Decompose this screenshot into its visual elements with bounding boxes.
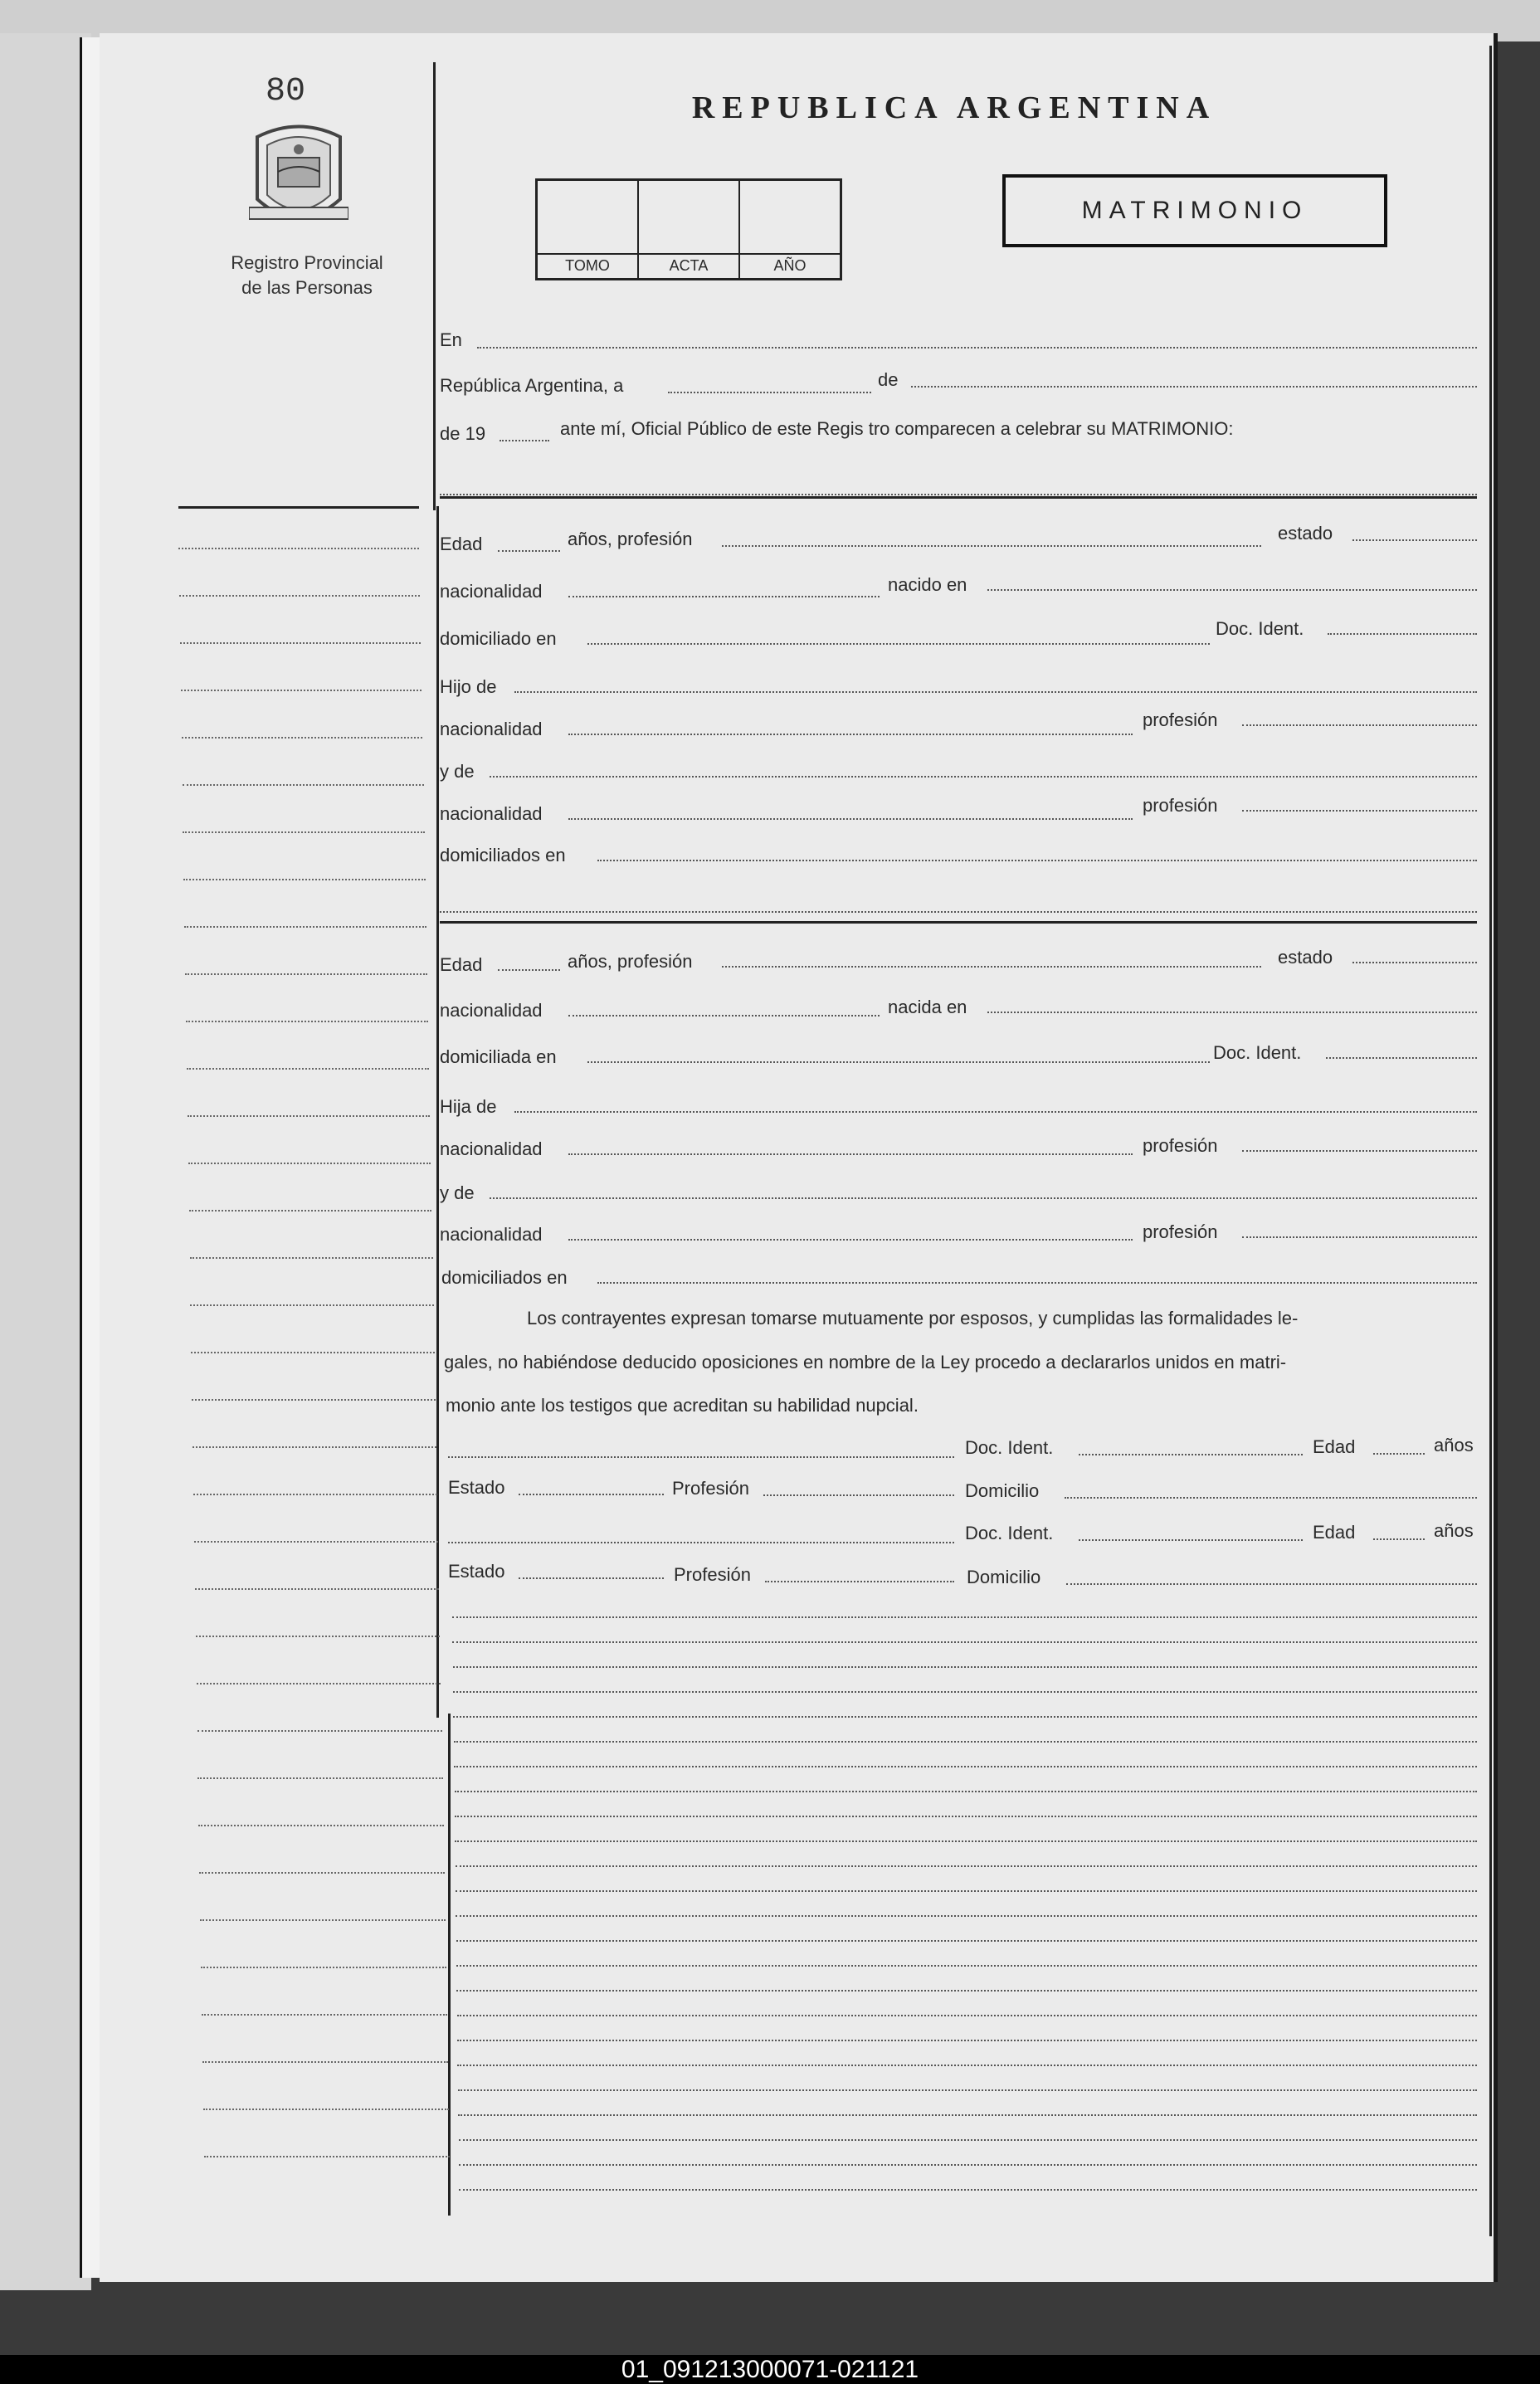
witness1-field-profesion[interactable] [763,1494,954,1496]
groom-label-profesion: años, profesión [568,529,693,549]
note-line[interactable] [457,2015,1477,2016]
groom-field-nacionalidad2[interactable] [568,734,1133,735]
groom-label-y-de: y de [440,761,475,782]
margin-note-line[interactable] [179,595,420,597]
acta-label: ACTA [669,257,709,274]
note-line[interactable] [459,2189,1477,2191]
note-line[interactable] [458,2114,1477,2116]
bride-field-nacionalidad[interactable] [568,1015,880,1016]
witness2-field-domicilio[interactable] [1066,1583,1477,1585]
note-line[interactable] [452,1616,1477,1618]
note-line[interactable] [456,1915,1477,1917]
margin-note-line[interactable] [190,1304,433,1306]
groom-field-profesion2[interactable] [1242,724,1477,726]
label-republica: República Argentina, a [440,375,624,396]
note-line[interactable] [453,1716,1477,1718]
witness1-label-profesion: Profesión [672,1478,749,1499]
margin-note-line[interactable] [181,690,422,691]
margin-note-line[interactable] [202,2014,447,2016]
margin-note-line[interactable] [191,1352,434,1353]
groom-label-profesion2: profesión [1143,709,1218,730]
margin-note-line[interactable] [183,879,425,880]
registry-name [183,251,431,300]
groom-label-edad: Edad [440,534,483,554]
section-separator [440,921,1477,924]
margin-note-line[interactable] [203,2109,450,2110]
margin-note-line[interactable] [196,1636,441,1637]
tomo-acta-ano-box [535,178,842,280]
note-line[interactable] [456,1940,1477,1942]
margin-note-line[interactable] [183,831,424,833]
declaration-line-1: Los contrayentes expresan tomarse mutuamente por esposos, y cumplidas las formalidades le- [527,1308,1299,1329]
bride-label-y-de: y de [440,1182,475,1203]
bride-field-profesion[interactable] [722,966,1261,968]
vertical-divider [433,62,436,510]
bride-label-hija-de: Hija de [440,1096,497,1117]
groom-label-nacionalidad2: nacionalidad [440,719,543,739]
declaration-line-2: gales, no habiéndose deducido oposiciones en nombre de la Ley procedo a declararlos unidos en matri- [444,1352,1287,1372]
margin-note-line[interactable] [195,1588,439,1590]
margin-note-line[interactable] [192,1446,436,1448]
left-separator [178,506,419,509]
note-line[interactable] [453,1666,1477,1668]
groom-field-nacionalidad3[interactable] [568,818,1133,820]
note-line[interactable] [455,1816,1477,1817]
margin-note-line[interactable] [185,973,427,975]
note-line[interactable] [459,2164,1477,2166]
bride-field-nacionalidad3[interactable] [568,1239,1133,1241]
bride-label-profesion3: profesión [1143,1221,1218,1242]
margin-note-line[interactable] [197,1683,441,1684]
note-line[interactable] [458,2089,1477,2091]
groom-field-profesion[interactable] [722,545,1261,547]
bride-label-profesion: años, profesión [568,951,693,972]
witness2-field-edad[interactable] [1373,1538,1425,1540]
right-border [1489,46,1492,2236]
groom-field-nacionalidad[interactable] [568,596,880,597]
bride-field-doc[interactable] [1326,1057,1477,1059]
note-line[interactable] [454,1741,1477,1743]
label-ante: ante mí, Oficial Público de este Regis tro comparecen a celebrar su MATRIMONIO: [560,418,1234,439]
margin-note-line[interactable] [188,1115,430,1117]
bride-field-hija-de[interactable] [514,1111,1477,1113]
witness1-label-anos: años [1434,1435,1474,1455]
witness1-field-edad[interactable] [1373,1453,1425,1455]
witness2-field-doc[interactable] [1079,1539,1303,1541]
bride-field-estado[interactable] [1352,962,1477,963]
groom-label-nacionalidad3: nacionalidad [440,803,543,824]
margin-note-line[interactable] [182,737,423,739]
margin-note-line[interactable] [197,1777,442,1779]
footer-code: 01_091213000071-021121 [621,2356,919,2383]
bride-label-doc: Doc. Ident. [1213,1042,1302,1063]
note-line[interactable] [455,1791,1477,1792]
groom-field-hijo-de[interactable] [514,691,1477,693]
margin-note-line[interactable] [189,1210,432,1212]
margin-note-line[interactable] [194,1541,438,1543]
witness1-field-domicilio[interactable] [1065,1497,1477,1499]
witness1-label-estado: Estado [448,1477,505,1498]
declaration-line-3: monio ante los testigos que acreditan su habilidad nupcial. [446,1395,919,1416]
witness2-field-name[interactable] [448,1542,954,1543]
groom-label-domiciliados: domiciliados en [440,845,566,865]
bride-label-domiciliados: domiciliados en [441,1267,568,1288]
note-line[interactable] [456,1865,1477,1867]
margin-note-line[interactable] [204,2156,451,2157]
bride-field-edad[interactable] [498,969,560,971]
groom-field-nacido-en[interactable] [987,589,1477,591]
registry-line2: de las Personas [241,277,373,298]
margin-note-line[interactable] [192,1399,436,1401]
field-month[interactable] [911,386,1477,388]
field-day[interactable] [668,392,871,393]
bride-field-y-de[interactable] [490,1197,1477,1199]
margin-note-line[interactable] [183,784,424,786]
witness1-label-edad: Edad [1313,1436,1356,1457]
bride-label-nacionalidad: nacionalidad [440,1000,543,1021]
groom-field-extra[interactable] [440,911,1477,913]
bride-field-nacida-en[interactable] [987,1012,1477,1013]
witness2-label-domicilio: Domicilio [967,1567,1041,1587]
groom-field-profesion3[interactable] [1242,810,1477,812]
groom-field-estado[interactable] [1352,539,1477,541]
label-de19: de 19 [440,423,486,444]
margin-note-line[interactable] [190,1257,433,1259]
groom-label-hijo-de: Hijo de [440,676,497,697]
bride-label-nacida-en: nacida en [888,997,967,1017]
witness1-field-doc[interactable] [1079,1454,1303,1455]
ano-label: AÑO [773,257,807,274]
document-title: REPUBLICA ARGENTINA [691,90,1217,125]
vertical-divider [448,1714,451,2216]
margin-note-line[interactable] [180,642,421,644]
note-line[interactable] [452,1641,1477,1643]
margin-note-line[interactable] [200,1919,446,1921]
witness1-field-name[interactable] [448,1456,954,1458]
section-separator [440,496,1477,499]
field-year[interactable] [500,440,549,441]
witness2-label-anos: años [1434,1520,1474,1541]
witness2-label-estado: Estado [448,1561,505,1582]
margin-note-line[interactable] [193,1494,437,1495]
groom-label-profesion3: profesión [1143,795,1218,816]
record-type-box: MATRIMONIO [1002,174,1387,247]
bride-label-nacionalidad2: nacionalidad [440,1138,543,1159]
tomo-cell [538,181,639,278]
margin-note-line[interactable] [188,1163,431,1164]
note-line[interactable] [457,2040,1477,2041]
groom-label-doc: Doc. Ident. [1216,618,1304,639]
witness1-label-domicilio: Domicilio [965,1480,1040,1501]
groom-field-edad[interactable] [498,550,560,552]
margin-note-line[interactable] [197,1730,442,1732]
bride-field-profesion2[interactable] [1242,1150,1477,1152]
register-page [100,33,1498,2282]
label-en: En [440,329,462,350]
margin-note-line[interactable] [202,2061,448,2063]
note-line[interactable] [454,1766,1477,1767]
note-line[interactable] [459,2139,1477,2141]
witness2-label-profesion: Profesión [674,1564,751,1585]
label-de: de [878,369,899,390]
note-line[interactable] [453,1691,1477,1693]
ano-cell [740,181,840,278]
note-line[interactable] [456,1990,1477,1992]
note-line[interactable] [455,1840,1477,1842]
witness2-field-estado[interactable] [519,1577,664,1579]
bride-label-nacionalidad3: nacionalidad [440,1224,543,1245]
margin-note-line[interactable] [198,1825,443,1826]
vertical-divider [436,506,439,1718]
groom-field-y-de[interactable] [490,776,1477,778]
margin-note-line[interactable] [178,548,419,549]
groom-label-domiciliado: domiciliado en [440,628,557,649]
margin-note-line[interactable] [184,926,426,928]
note-line[interactable] [457,2065,1477,2066]
field-intro-extra[interactable] [440,494,1477,495]
groom-field-doc[interactable] [1328,633,1477,635]
bride-field-domicilio[interactable] [587,1061,1210,1063]
margin-note-line[interactable] [199,1872,445,1874]
bride-field-domiciliados[interactable] [597,1282,1477,1284]
tomo-label: TOMO [565,257,610,274]
groom-field-domicilio[interactable] [587,643,1210,645]
margin-note-line[interactable] [187,1068,429,1070]
provincial-seal-icon [249,120,348,236]
witness1-field-estado[interactable] [519,1494,664,1495]
witness2-label-edad: Edad [1313,1522,1356,1543]
bride-label-domiciliada: domiciliada en [440,1046,557,1067]
note-line[interactable] [456,1965,1477,1967]
page-number: 80 [266,73,306,110]
groom-field-domiciliados[interactable] [597,860,1477,861]
note-line[interactable] [456,1890,1477,1892]
bride-label-edad: Edad [440,954,483,975]
margin-note-line[interactable] [201,1967,446,1968]
witness1-label-doc: Doc. Ident. [965,1437,1054,1458]
acta-cell [639,181,740,278]
groom-label-nacionalidad: nacionalidad [440,581,543,602]
bride-field-profesion3[interactable] [1242,1236,1477,1238]
witness2-label-doc: Doc. Ident. [965,1523,1054,1543]
field-en[interactable] [477,347,1477,349]
margin-note-line[interactable] [186,1021,428,1022]
groom-label-nacido-en: nacido en [888,574,967,595]
bride-label-estado: estado [1278,947,1333,968]
groom-label-estado: estado [1278,523,1333,544]
registry-line1: Registro Provincial [231,252,383,273]
witness2-field-profesion[interactable] [765,1581,954,1582]
bride-label-profesion2: profesión [1143,1135,1218,1156]
bride-field-nacionalidad2[interactable] [568,1153,1133,1155]
book-binding [0,33,91,2290]
